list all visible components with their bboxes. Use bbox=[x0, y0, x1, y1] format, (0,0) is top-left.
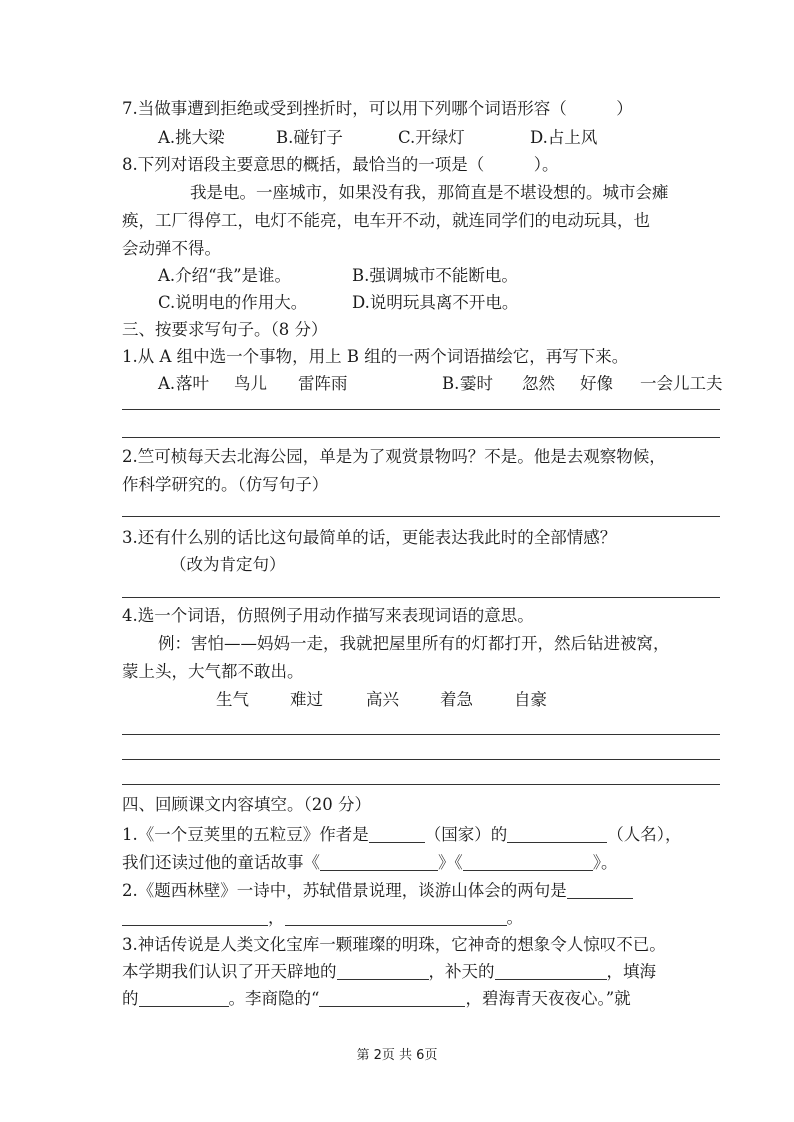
section-heading: 四、回顾课文内容填空。（20 分） bbox=[122, 795, 371, 814]
f3-text: 本学期我们认识了开天辟地的 bbox=[122, 962, 337, 981]
f1-line1 bbox=[122, 823, 682, 847]
f2-text: ， bbox=[268, 908, 285, 927]
word-choice: 难过 bbox=[290, 690, 323, 709]
f3-text: ，填海 bbox=[606, 962, 656, 981]
blank-poem-line-1[interactable] bbox=[122, 907, 268, 926]
group-b-label: B. bbox=[442, 374, 460, 393]
s3-line: 3.还有什么别的话比这句最简单的话，更能表达我此时的全部情感？ bbox=[122, 528, 617, 547]
section-heading: 三、按要求写句子。（8 分） bbox=[122, 320, 328, 339]
blank-poem-verse[interactable] bbox=[319, 988, 465, 1007]
word-choice: 生气 bbox=[216, 690, 249, 709]
f3-text: ，补天的 bbox=[428, 962, 495, 981]
answer-line[interactable] bbox=[122, 437, 720, 438]
blank-author[interactable] bbox=[507, 824, 607, 843]
f1-text: 我们还读过他的童话故事《 bbox=[122, 853, 320, 872]
f3-text: 的 bbox=[122, 989, 139, 1008]
q7-option-a: A.挑大梁 bbox=[158, 128, 225, 147]
f2-line1 bbox=[122, 879, 633, 903]
blank-myth-1[interactable] bbox=[337, 961, 429, 980]
blank-myth-3[interactable] bbox=[139, 988, 229, 1007]
blank-poem-line-2[interactable] bbox=[285, 907, 507, 926]
q8-option-d: D.说明玩具离不开电。 bbox=[352, 293, 519, 312]
group-b-word: 一会儿工夫 bbox=[640, 374, 723, 393]
q7-option-c: C.开绿灯 bbox=[398, 128, 465, 147]
s4-line: 4.选一个词语，仿照例子用动作描写来表现词语的意思。 bbox=[122, 606, 534, 625]
f1-text: 》《 bbox=[438, 853, 463, 872]
q8-passage-line: 痪，工厂得停工，电灯不能亮，电车开不动，就连同学们的电动玩具，也 bbox=[122, 211, 650, 230]
answer-line[interactable] bbox=[122, 409, 720, 410]
s4-example: 例：害怕——妈妈一走，我就把屋里所有的灯都打开，然后钻进被窝， bbox=[158, 634, 670, 653]
q7-option-d: D.占上风 bbox=[530, 128, 598, 147]
answer-line[interactable] bbox=[122, 597, 720, 598]
page-number: 第 2页 共 6页 bbox=[356, 1048, 438, 1063]
f2-line2 bbox=[122, 906, 523, 930]
f3-text: ，碧海青天夜夜心。”就 bbox=[465, 989, 631, 1008]
q7-stem: 7.当做事遭到拒绝或受到挫折时，可以用下列哪个词语形容（ ） bbox=[122, 99, 633, 118]
word-choice: 高兴 bbox=[366, 690, 399, 709]
q8-option-c: C.说明电的作用大。 bbox=[158, 293, 308, 312]
blank-poem-start[interactable] bbox=[567, 880, 633, 899]
answer-line[interactable] bbox=[122, 784, 720, 785]
s2-line: 作科学研究的。（仿写句子） bbox=[122, 475, 329, 494]
group-b-word: 忽然 bbox=[522, 374, 555, 393]
group-a-word: 落叶 bbox=[176, 374, 209, 393]
q8-passage-line: 我是电。一座城市，如果没有我，那简直是不堪设想的。城市会瘫 bbox=[190, 183, 669, 202]
f3-line1: 3.神话传说是人类文化宝库一颗璀璨的明珠，它神奇的想象令人惊叹不已。 bbox=[122, 935, 666, 954]
group-a-label: A. bbox=[158, 374, 176, 393]
f1-text: （人名）， bbox=[607, 825, 682, 844]
s1-stem: 1.从 A 组中选一个事物，用上 B 组的一两个词语描绘它，再写下来。 bbox=[122, 347, 629, 366]
s3-line: （改为肯定句） bbox=[170, 555, 286, 574]
group-a-word: 雷阵雨 bbox=[298, 374, 348, 393]
group-a-word: 鸟儿 bbox=[234, 374, 267, 393]
f1-line2 bbox=[122, 851, 618, 875]
blank-story-2[interactable] bbox=[463, 852, 593, 871]
q8-stem: 8.下列对语段主要意思的概括，最恰当的一项是（ ）。 bbox=[122, 155, 559, 174]
word-choice: 自豪 bbox=[514, 690, 547, 709]
q8-passage-line: 会动弹不得。 bbox=[122, 239, 221, 258]
s4-example: 蒙上头，大气都不敢出。 bbox=[122, 662, 304, 681]
word-choice: 着急 bbox=[440, 690, 473, 709]
blank-story-1[interactable] bbox=[320, 852, 438, 871]
group-b-word: 好像 bbox=[580, 374, 613, 393]
q7-option-b: B.碰钉子 bbox=[276, 128, 343, 147]
q8-option-b: B.强调城市不能断电。 bbox=[352, 266, 518, 285]
blank-country[interactable] bbox=[369, 824, 425, 843]
f3-text: 。李商隐的“ bbox=[228, 989, 320, 1008]
blank-myth-2[interactable] bbox=[495, 961, 607, 980]
answer-line[interactable] bbox=[122, 759, 720, 760]
answer-line[interactable] bbox=[122, 516, 720, 517]
f1-text: 1.《一个豆荚里的五粒豆》作者是 bbox=[122, 825, 369, 844]
f3-line3 bbox=[122, 987, 631, 1011]
f2-text: 2.《题西林壁》一诗中，苏轼借景说理，谈游山体会的两句是 bbox=[122, 881, 567, 900]
answer-line[interactable] bbox=[122, 734, 720, 735]
group-b-word: 霎时 bbox=[460, 374, 493, 393]
s2-line: 2.竺可桢每天去北海公园，单是为了观赏景物吗？不是。他是去观察物候， bbox=[122, 447, 666, 466]
q8-option-a: A.介绍“我”是谁。 bbox=[158, 266, 292, 285]
f1-text: （国家）的 bbox=[424, 825, 508, 844]
f1-text: 》。 bbox=[592, 853, 618, 872]
f2-text: 。 bbox=[506, 908, 523, 927]
f3-line2 bbox=[122, 960, 656, 984]
